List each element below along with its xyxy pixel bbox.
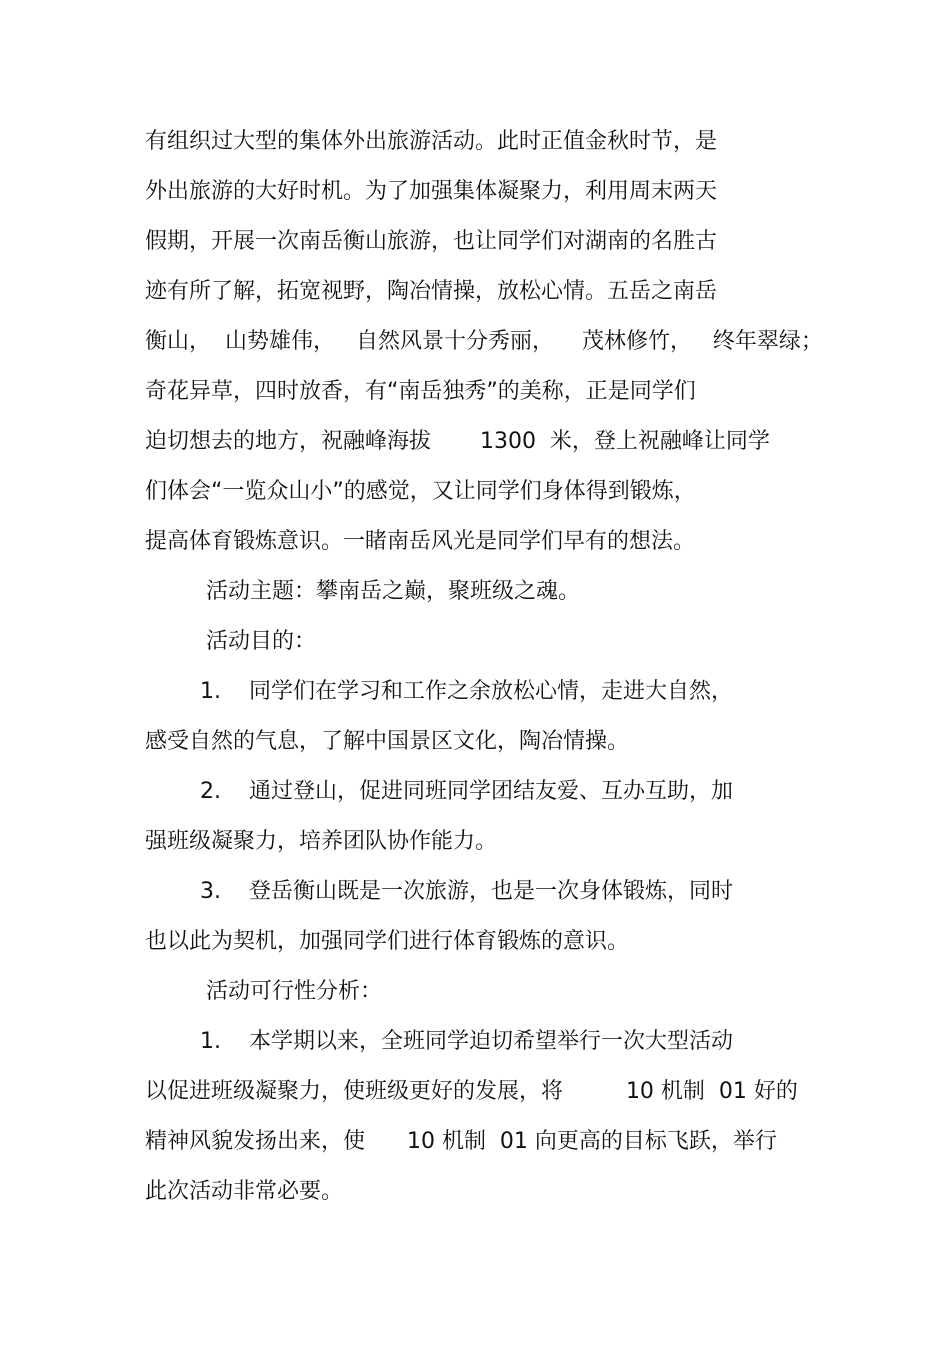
paragraph-line: 以促进班级凝聚力，使班级更好的发展，将 10 机制 01 好的 [145, 1079, 798, 1104]
paragraph-line: 感受自然的气息，了解中国景区文化，陶冶情操。 [145, 729, 630, 754]
list-item-1: 1. 同学们在学习和工作之余放松心情，走进大自然， [200, 679, 733, 704]
paragraph-line: 精神风貌发扬出来，使 10 机制 01 向更高的目标飞跃，举行 [145, 1129, 777, 1154]
paragraph-line: 奇花异草，四时放香，有“南岳独秀”的美称，正是同学们 [145, 379, 696, 404]
paragraph-line: 此次活动非常必要。 [145, 1179, 344, 1204]
paragraph-line: 迹有所了解，拓宽视野，陶冶情操，放松心情。五岳之南岳 [145, 279, 718, 304]
list-item-3: 3. 登岳衡山既是一次旅游，也是一次身体锻炼，同时 [200, 879, 733, 904]
paragraph-line: 假期，开展一次南岳衡山旅游，也让同学们对湖南的名胜古 [145, 229, 718, 254]
section-heading-theme: 活动主题：攀南岳之巅，聚班级之魂。 [206, 579, 581, 604]
paragraph-line: 外出旅游的大好时机。为了加强集体凝聚力，利用周末两天 [145, 179, 718, 204]
paragraph-line: 有组织过大型的集体外出旅游活动。此时正值金秋时节，是 [145, 129, 718, 154]
paragraph-line: 迫切想去的地方，祝融峰海拔 1300 米，登上祝融峰让同学 [145, 429, 770, 454]
list-item-2: 2. 通过登山，促进同班同学团结友爱、互办互助，加 [200, 779, 733, 804]
list-item-1: 1. 本学期以来，全班同学迫切希望举行一次大型活动 [200, 1029, 733, 1054]
paragraph-line: 衡山， 山势雄伟， 自然风景十分秀丽， 茂林修竹， 终年翠绿； [145, 329, 823, 354]
section-heading-purpose: 活动目的： [206, 629, 317, 654]
paragraph-line: 们体会“一览众山小”的感觉，又让同学们身体得到锻炼， [145, 479, 696, 504]
section-heading-feasibility: 活动可行性分析： [206, 979, 383, 1004]
paragraph-line: 提高体育锻炼意识。一睹南岳风光是同学们早有的想法。 [145, 529, 696, 554]
paragraph-line: 也以此为契机，加强同学们进行体育锻炼的意识。 [145, 929, 630, 954]
paragraph-line: 强班级凝聚力，培养团队协作能力。 [145, 829, 498, 854]
